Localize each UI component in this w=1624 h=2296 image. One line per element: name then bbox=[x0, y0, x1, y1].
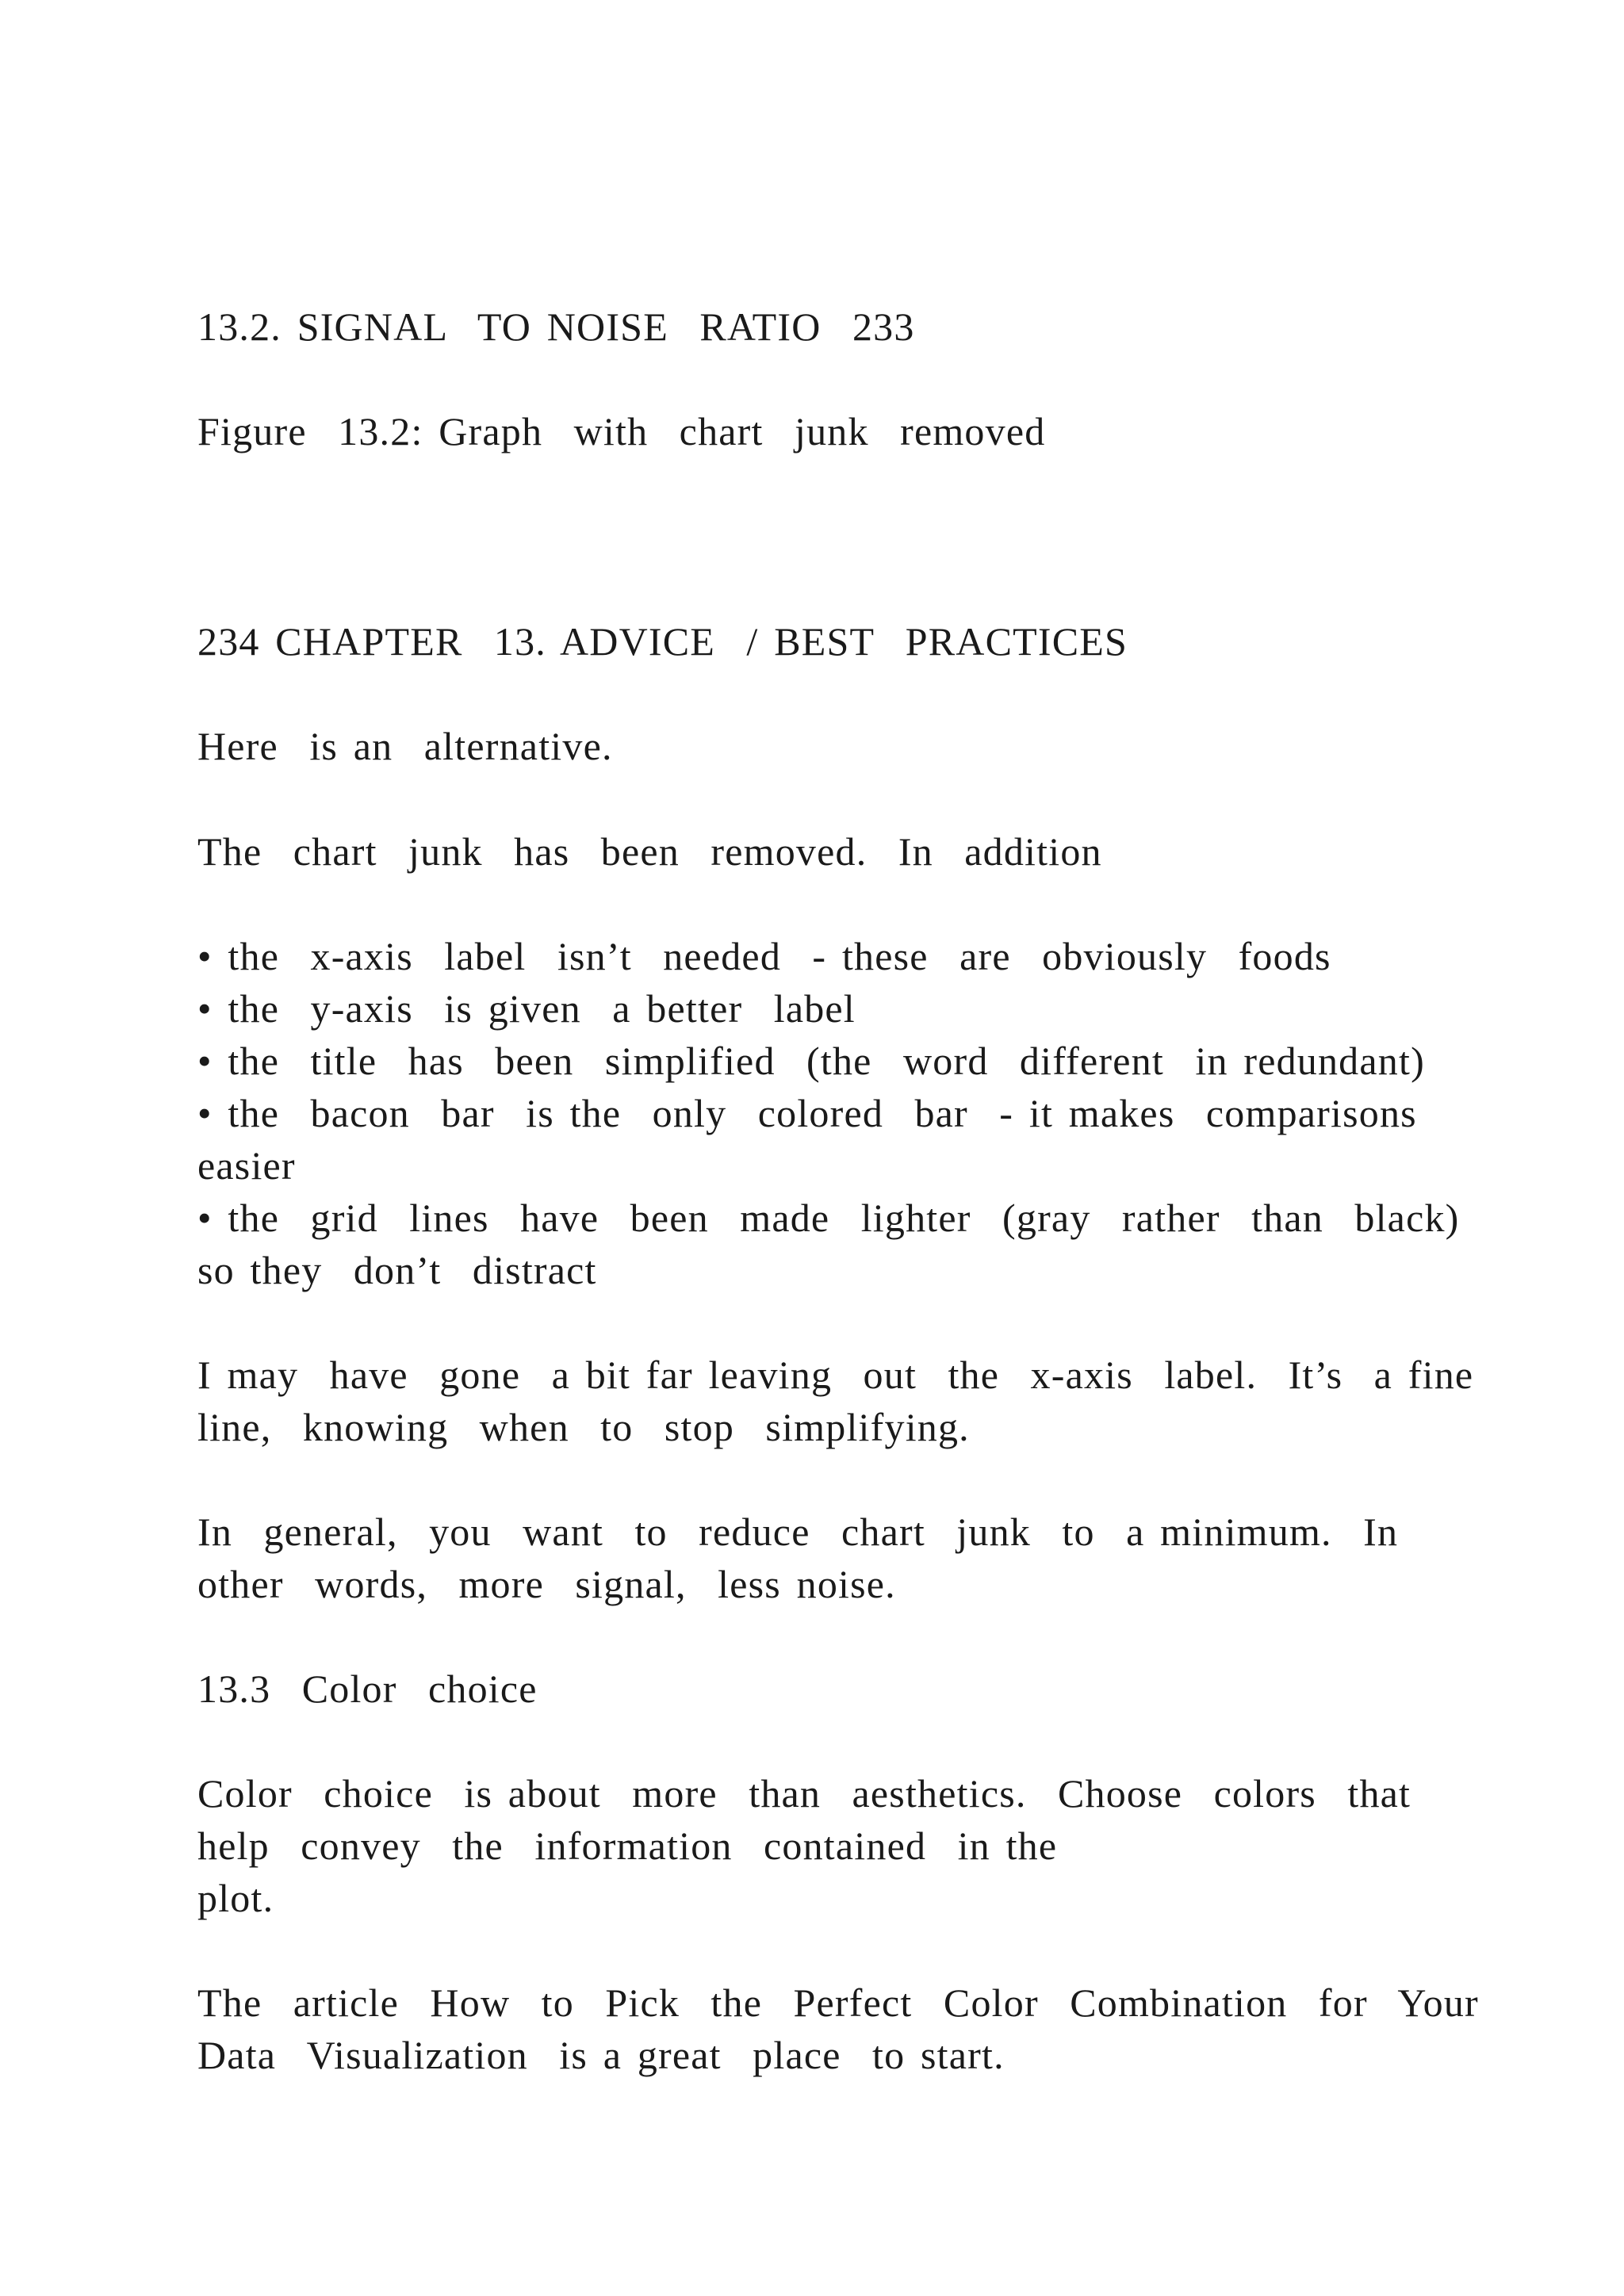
bullet-item-continuation: so they don’t distract bbox=[197, 1248, 597, 1292]
running-header-234: 234 CHAPTER 13. ADVICE / BEST PRACTICES bbox=[197, 619, 1128, 664]
paragraph-article-line: Data Visualization is a great place to start. bbox=[197, 2033, 1005, 2077]
paragraph-article-line: The article How to Pick the Perfect Color Combination for Your bbox=[197, 1980, 1479, 2025]
running-header-233: 13.2. SIGNAL TO NOISE RATIO 233 bbox=[197, 304, 915, 349]
bullet-item: • the grid lines have been made lighter (gray rather than black) bbox=[197, 1196, 1460, 1240]
paragraph-general-line: other words, more signal, less noise. bbox=[197, 1562, 896, 1606]
paragraph-color-line: plot. bbox=[197, 1876, 274, 1920]
bullet-item: • the bacon bar is the only colored bar - it makes comparisons bbox=[197, 1091, 1417, 1135]
paragraph-xaxis-line: I may have gone a bit far leaving out the x-axis label. It’s a fine bbox=[197, 1353, 1474, 1397]
bullet-item: • the x-axis label isn’t needed - these are obviously foods bbox=[197, 934, 1331, 978]
paragraph-xaxis-line: line, knowing when to stop simplifying. bbox=[197, 1405, 970, 1449]
paragraph-color-line: help convey the information contained in the bbox=[197, 1823, 1058, 1868]
bullet-item-continuation: easier bbox=[197, 1143, 296, 1188]
bullet-item: • the y-axis is given a better label bbox=[197, 986, 856, 1031]
paragraph-chart-junk-removed: The chart junk has been removed. In addition bbox=[197, 829, 1102, 874]
section-heading-color-choice: 13.3 Color choice bbox=[197, 1667, 538, 1711]
paragraph-color-line: Color choice is about more than aesthetics. Choose colors that bbox=[197, 1771, 1411, 1816]
figure-caption: Figure 13.2: Graph with chart junk removed bbox=[197, 409, 1046, 453]
paragraph-general-line: In general, you want to reduce chart junk to a minimum. In bbox=[197, 1510, 1399, 1554]
paragraph-alternative: Here is an alternative. bbox=[197, 724, 613, 768]
bullet-item: • the title has been simplified (the word different in redundant) bbox=[197, 1039, 1425, 1083]
